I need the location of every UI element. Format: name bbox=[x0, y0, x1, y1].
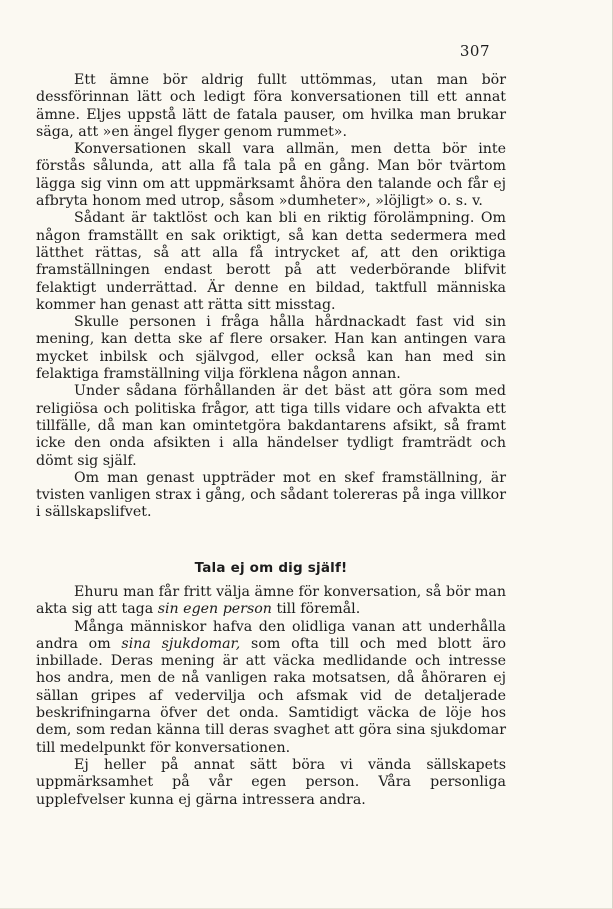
paragraph: Ett ämne bör aldrig fullt uttömmas, utan man bör dessförinnan lätt och ledigt föra konversationen till ett annat ämne. Eljes uppstå lätt de fatala pauser, om hvilka man brukar säga, att »en ängel flyger genom rummet». bbox=[36, 72, 506, 140]
paragraph bbox=[36, 619, 506, 757]
section-heading: Tala ej om dig själf! bbox=[194, 560, 348, 576]
paragraph: Under sådana förhållanden är det bäst att göra som med religiösa och politiska frågor, att tiga tills vidare och afvakta ett tillfälle, då man kan omintetgöra bakdantarens afsikt, så framt icke den onda afsikten i alla händelser tydligt framträdt och dömt sig själf. bbox=[36, 383, 506, 469]
paragraph: Skulle personen i fråga hålla hårdnackadt fast vid sin mening, kan detta ske af flere orsaker. Han kan antingen vara mycket inbilsk och självgod, eller också kan han med sin felaktiga framställning vilja förklena någon annan. bbox=[36, 314, 506, 383]
paragraph bbox=[36, 584, 506, 619]
italic-text: sina sjukdomar, bbox=[121, 635, 241, 652]
text-run: som ofta till och med blott äro inbillade. Deras mening är att väcka medlidande och intresse hos andra, men de nå vanligen raka motsatsen, då åhöraren ej sällan gripes af vedervilja och afsmak vid de detaljerade beskrifningarna öfver det onda. Samtidigt väcka de löje hos dem, som redan känna till deras svaghet att göra sina sjukdomar till medelpunkt för konversationen. bbox=[36, 635, 506, 756]
text-run: till föremål. bbox=[271, 601, 361, 618]
paragraph: Om man genast uppträder mot en skef framställning, är tvisten vanligen strax i gång, och sådant tolereras på inga villkor i sällskapslifvet. bbox=[36, 469, 506, 521]
page-number: 307 bbox=[459, 42, 490, 60]
text-run: Många människor hafva den olidliga vanan att underhålla andra om bbox=[36, 618, 506, 652]
paragraph: Sådant är taktlöst och kan bli en riktig förolämpning. Om någon framställt en sak oriktigt, så kan detta sedermera med lätthet rättas, så att alla få intrycket af, att den oriktiga framställningen endast berott på att vederbörande blifvit felaktigt underrättad. Är denne en bildad, taktfull människa kommer han genast att rätta sitt misstag. bbox=[36, 210, 506, 313]
body-text-bottom bbox=[36, 584, 506, 809]
text-run: Ehuru man får fritt välja ämne för konversation, så bör man akta sig att taga bbox=[36, 584, 506, 618]
body-text-top bbox=[36, 72, 506, 522]
italic-text: sin egen person bbox=[157, 601, 272, 618]
paragraph: Ej heller på annat sätt böra vi vända sällskapets uppmärksamhet på vår egen person. Våra personliga upplefvelser kunna ej gärna intressera andra. bbox=[36, 756, 506, 808]
paragraph: Konversationen skall vara allmän, men detta bör inte förstås sålunda, att alla få tala på en gång. Man bör tvärtom lägga sig vinn om att uppmärksamt åhöra den talande och får ej afbryta honom med utrop, såsom »dumheter», »löjligt» o. s. v. bbox=[36, 141, 506, 210]
